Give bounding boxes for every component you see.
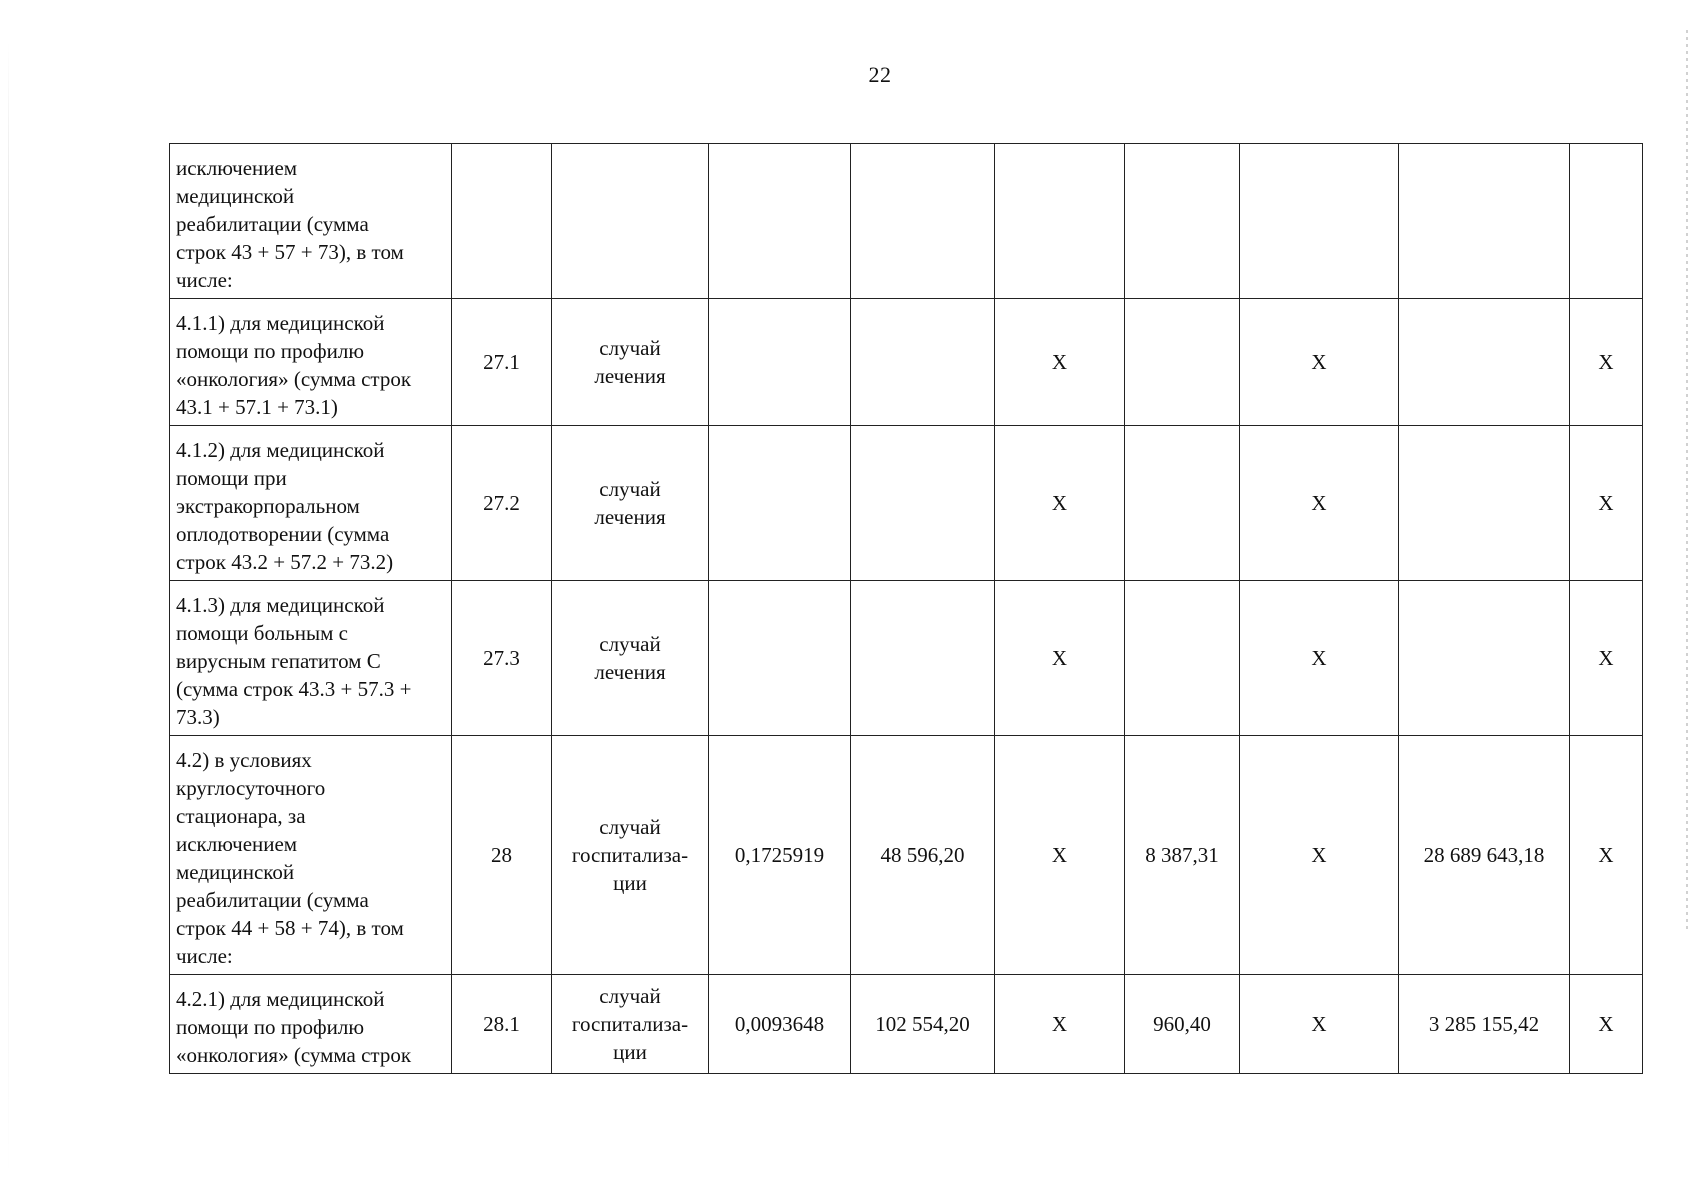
row-cell-c10: X bbox=[1570, 736, 1643, 975]
row-cell-c7 bbox=[1125, 299, 1240, 426]
table-row bbox=[170, 426, 1643, 581]
row-cell-c7 bbox=[1125, 144, 1240, 299]
row-description: 4.2) в условиях круглосуточного стационара, за исключением медицинской реабилитации (сумма строк 44 + 58 + 74), в том числе: bbox=[170, 736, 452, 975]
row-cell-c6: X bbox=[995, 975, 1125, 1074]
row-cell-c8: X bbox=[1240, 736, 1399, 975]
row-line-number bbox=[452, 144, 552, 299]
row-cell-c6: X bbox=[995, 299, 1125, 426]
row-cell-c6: X bbox=[995, 426, 1125, 581]
row-cell-c7: 960,40 bbox=[1125, 975, 1240, 1074]
row-cell-c5: 48 596,20 bbox=[851, 736, 995, 975]
row-cell-c9 bbox=[1399, 299, 1570, 426]
row-unit: случай госпитализа- ции bbox=[552, 736, 709, 975]
row-cell-c6: X bbox=[995, 736, 1125, 975]
row-cell-c10: X bbox=[1570, 426, 1643, 581]
row-cell-c4 bbox=[709, 144, 851, 299]
row-cell-c8: X bbox=[1240, 299, 1399, 426]
row-unit bbox=[552, 144, 709, 299]
row-cell-c5 bbox=[851, 581, 995, 736]
table-row bbox=[170, 736, 1643, 975]
data-table bbox=[169, 143, 1643, 1074]
row-cell-c10: X bbox=[1570, 299, 1643, 426]
row-cell-c7: 8 387,31 bbox=[1125, 736, 1240, 975]
row-cell-c4 bbox=[709, 299, 851, 426]
row-cell-c9 bbox=[1399, 581, 1570, 736]
row-cell-c9: 28 689 643,18 bbox=[1399, 736, 1570, 975]
row-line-number: 28 bbox=[452, 736, 552, 975]
row-cell-c6: X bbox=[995, 581, 1125, 736]
table-row bbox=[170, 299, 1643, 426]
row-cell-c8: X bbox=[1240, 426, 1399, 581]
row-cell-c4: 0,1725919 bbox=[709, 736, 851, 975]
page-number: 22 bbox=[868, 62, 892, 87]
row-unit: случай лечения bbox=[552, 426, 709, 581]
row-cell-c4: 0,0093648 bbox=[709, 975, 851, 1074]
row-cell-c8 bbox=[1240, 144, 1399, 299]
row-line-number: 27.2 bbox=[452, 426, 552, 581]
row-cell-c5 bbox=[851, 144, 995, 299]
row-cell-c10 bbox=[1570, 144, 1643, 299]
row-line-number: 28.1 bbox=[452, 975, 552, 1074]
row-cell-c10: X bbox=[1570, 975, 1643, 1074]
scan-edge-right bbox=[1686, 30, 1688, 930]
scan-edge-left bbox=[8, 40, 9, 1180]
table-row bbox=[170, 975, 1643, 1074]
row-cell-c5 bbox=[851, 426, 995, 581]
row-cell-c4 bbox=[709, 426, 851, 581]
row-cell-c7 bbox=[1125, 426, 1240, 581]
row-cell-c9 bbox=[1399, 144, 1570, 299]
row-cell-c7 bbox=[1125, 581, 1240, 736]
row-description: 4.2.1) для медицинской помощи по профилю «онкология» (сумма строк bbox=[170, 975, 452, 1074]
row-cell-c6 bbox=[995, 144, 1125, 299]
row-unit: случай госпитализа- ции bbox=[552, 975, 709, 1074]
row-cell-c4 bbox=[709, 581, 851, 736]
row-cell-c8: X bbox=[1240, 975, 1399, 1074]
row-unit: случай лечения bbox=[552, 581, 709, 736]
row-description: 4.1.1) для медицинской помощи по профилю «онкология» (сумма строк 43.1 + 57.1 + 73.1) bbox=[170, 299, 452, 426]
row-cell-c5 bbox=[851, 299, 995, 426]
row-cell-c8: X bbox=[1240, 581, 1399, 736]
row-description: 4.1.2) для медицинской помощи при экстракорпоральном оплодотворении (сумма строк 43.2 + 57.2 + 73.2) bbox=[170, 426, 452, 581]
row-cell-c9: 3 285 155,42 bbox=[1399, 975, 1570, 1074]
row-unit: случай лечения bbox=[552, 299, 709, 426]
table-row bbox=[170, 144, 1643, 299]
row-cell-c10: X bbox=[1570, 581, 1643, 736]
row-description: исключением медицинской реабилитации (сумма строк 43 + 57 + 73), в том числе: bbox=[170, 144, 452, 299]
row-line-number: 27.1 bbox=[452, 299, 552, 426]
row-description: 4.1.3) для медицинской помощи больным с вирусным гепатитом С (сумма строк 43.3 + 57.3 + 73.3) bbox=[170, 581, 452, 736]
row-cell-c5: 102 554,20 bbox=[851, 975, 995, 1074]
table-row bbox=[170, 581, 1643, 736]
row-cell-c9 bbox=[1399, 426, 1570, 581]
row-line-number: 27.3 bbox=[452, 581, 552, 736]
